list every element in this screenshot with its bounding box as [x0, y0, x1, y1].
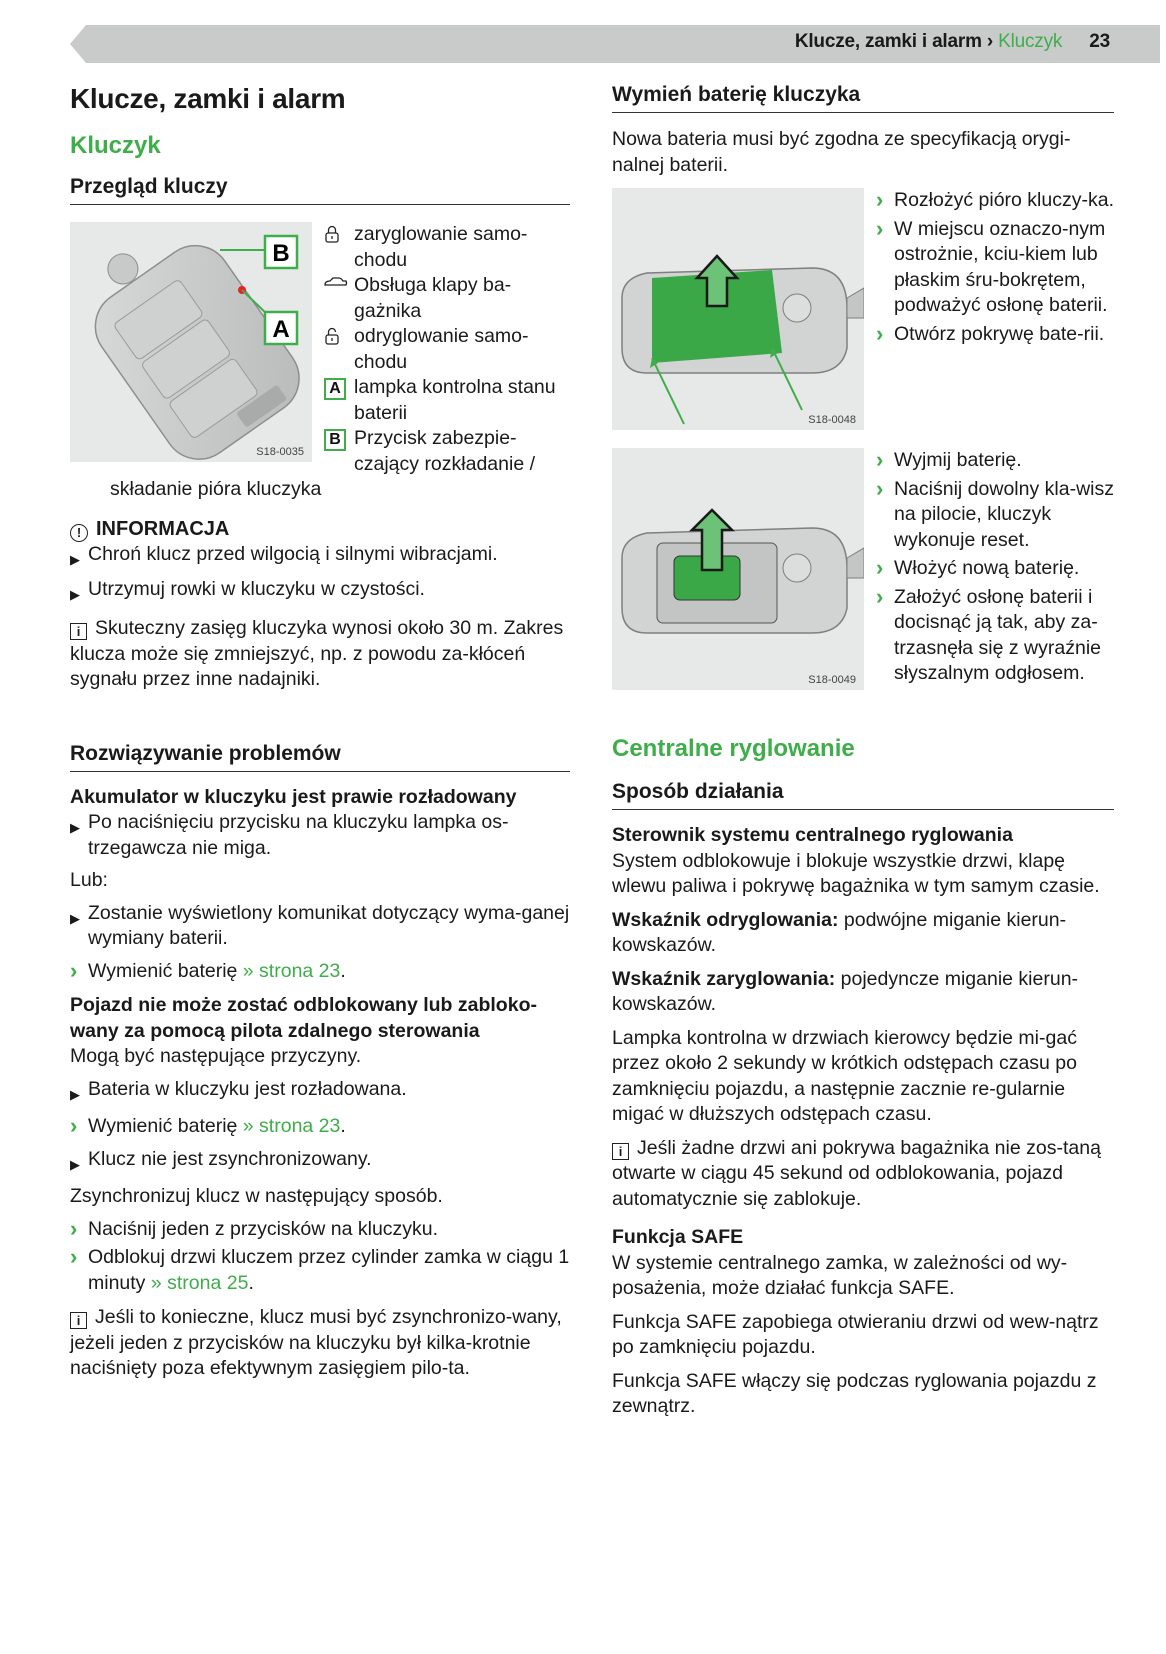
breadcrumb: [795, 31, 1110, 53]
battery-step: › Naciśnij dowolny kla-wisz na pilocie, kluczyk wykonuje reset.: [876, 475, 1114, 551]
sync-step: › Odblokuj drzwi kluczem przez cylinder zamka w ciągu 1 minuty » strona 25.: [70, 1244, 570, 1294]
key-overview-figure: [70, 222, 312, 462]
overview-heading: Przegląd kluczy: [70, 174, 570, 205]
lock-icon: [324, 222, 354, 243]
safe-title: Funkcja SAFE: [612, 1226, 744, 1248]
info-box: [70, 517, 570, 693]
battery-low-title: Akumulator w kluczyku jest prawie rozładowany: [70, 785, 517, 808]
how-it-works-heading: Sposób działania: [612, 779, 1114, 810]
legend-item-lock: zaryglowanie samo-chodu: [324, 222, 570, 273]
open-cover-illustration: [612, 188, 864, 430]
figure-code: S18-0035: [256, 446, 304, 458]
battery-removal-illustration: [612, 448, 864, 690]
legend-item-a: A lampka kontrolna stanu baterii: [324, 375, 570, 426]
unlock-indicator: Wskaźnik odryglowania: podwójne miganie kierun-kowskazów.: [612, 908, 1067, 956]
legend-item-b: B Przycisk zabezpie-czający rozkładanie /: [324, 426, 570, 477]
battery-steps-2: [876, 448, 1114, 690]
battery-step: › W miejscu oznaczo-nym ostrożnie, kciu-kiem lub płaskim śru-bokrętem, podważyć osłonę baterii.: [876, 215, 1108, 316]
legend-item-unlock: odryglowanie samo-chodu: [324, 324, 570, 375]
legend-continuation: składanie pióra kluczyka: [110, 478, 322, 500]
battery-cover-figure: [612, 188, 864, 430]
cause-item: ▶ Bateria w kluczyku jest rozładowana.: [70, 1077, 407, 1102]
page-link[interactable]: » strona 23: [242, 959, 341, 982]
battery-steps-1: [876, 188, 1114, 430]
breadcrumb-parent[interactable]: Klucze, zamki i alarm: [794, 31, 982, 52]
badge-b: B: [324, 429, 346, 451]
sync-step: › Naciśnij jeden z przycisków na kluczyku.: [70, 1215, 439, 1241]
page-number: 23: [1089, 31, 1110, 52]
sync-note: i Jeśli to konieczne, klucz musi być zsynchronizo-wany, jeżeli jeden z przycisków na kluczyku był kilka-krotnie naciśnięty poza efektywnym zasięgiem pilo-ta.: [70, 1306, 562, 1379]
page-link[interactable]: » strona 25: [150, 1271, 249, 1294]
badge-a: A: [324, 378, 346, 400]
or-label: Lub:: [70, 869, 108, 891]
battery-step: › Wyjmij baterię.: [876, 447, 1022, 472]
symptom-item: ▶ Zostanie wyświetlony komunikat dotyczący wyma-ganej wymiany baterii.: [70, 901, 570, 949]
battery-step: › Założyć osłonę baterii i docisnąć ją tak, aby za-trzasnęła się z wyraźnie słyszalnym odgłosem.: [876, 583, 1101, 684]
info-title: INFORMACJA: [96, 517, 230, 540]
symptom-item: ▶ Po naciśnięciu przycisku na kluczyku lampka os-trzegawcza nie miga.: [70, 811, 509, 859]
legend-item-trunk: Obsługa klapy ba-gażnika: [324, 273, 570, 324]
figure-code: S18-0049: [808, 674, 856, 686]
action-step: › Wymienić baterię » strona 23.: [70, 957, 346, 983]
key-legend: [324, 222, 570, 477]
battery-removal-figure: [612, 448, 864, 690]
troubleshooting-heading: Rozwiązywanie problemów: [70, 741, 570, 772]
key-fob-illustration: [70, 222, 312, 462]
info-box-icon: i: [70, 1312, 87, 1329]
info-box-icon: i: [70, 623, 87, 640]
battery-intro: Nowa bateria musi być zgodna ze specyfikacją orygi-nalnej baterii.: [612, 128, 1071, 176]
central-locking-body: Sterownik systemu centralnego ryglowania System odblokowuje i blokuje wszystkie drzwi, klapę wlewu paliwa i pokrywę bagażnika w tym samym czasie. Wskaźnik odryglowania: podwójne miganie kierun-kowskazów. Wskaźnik zaryglowania: pojedyncze miganie kierun-kowskazów. Lampka kontrolna w drzwiach kierowcy będzie mi-gać przez około 2 sekundy w krótkich odstępach czasu po zamknięciu pojazdu, a następnie zacznie re-gularnie migać w dłuższych odstępach czasu. i Jeśli żadne drzwi ani pokrywa bagażnika nie zos-taną otwarte w ciągu 45 sekund od odblokowania, pojazd automatycznie się zablokuje. Funkcja SAFE W systemie centralnego zamka, w zależności od wy-posażenia, może działać funkcja SAFE. Funkcja SAFE zapobiega otwieraniu drzwi od wew-nątrz po zamknięciu pojazdu. Funkcja SAFE włączy się podczas ryglowania pojazdu z zewnątrz.: [612, 823, 1114, 1420]
troubleshooting-body: Akumulator w kluczyku jest prawie rozładowany ▶ Po naciśnięciu przycisku na kluczyku lampka os-trzegawcza nie miga. Lub: ▶ Zostanie wyświetlony komunikat dotyczący wyma-ganej wymiany baterii. › Wymienić baterię » strona 23. Pojazd nie może zostać odblokowany lub zabloko-wany za pomocą pilota zdalnego sterowania Mogą być następujące przyczyny. ▶ Bateria w kluczyku jest rozładowana. › Wymienić baterię » strona 23. ▶ Klucz nie jest zsynchronizowany. Zsynchronizuj klucz w następujący sposób. › Naciśnij jeden z przycisków na kluczyku. › Odblokuj drzwi kluczem przez cylinder zamka w ciągu 1 minuty » strona 25. i Jeśli to konieczne, klucz musi być zsynchronizo-wany, jeżeli jeden z przycisków na kluczyku był kilka-krotnie naciśnięty poza efektywnym zasięgiem pilo-ta.: [70, 785, 570, 1382]
breadcrumb-separator: ›: [986, 31, 994, 52]
central-locking-title: Centralne ryglowanie: [612, 735, 855, 762]
action-step: › Wymienić baterię » strona 23.: [70, 1113, 346, 1138]
callout-b: B: [272, 240, 290, 267]
exclamation-circle-icon: !: [70, 524, 88, 542]
figure-code: S18-0048: [808, 414, 856, 426]
battery-step: › Otwórz pokrywę bate-rii.: [876, 320, 1105, 346]
info-item: ▶ Utrzymuj rowki w kluczyku w czystości.: [70, 577, 425, 602]
lock-indicator: Wskaźnik zaryglowania: pojedyncze miganie kierun-kowskazów.: [612, 967, 1079, 1015]
auto-lock-note: i Jeśli żadne drzwi ani pokrywa bagażnika nie zos-taną otwarte w ciągu 45 sekund od odblokowania, pojazd automatycznie się zablokuje.: [612, 1136, 1101, 1210]
info-item: ▶ Chroń klucz przed wilgocią i silnymi wibracjami.: [70, 543, 498, 567]
cause-item: ▶ Klucz nie jest zsynchronizowany.: [70, 1147, 372, 1172]
range-note: i Skuteczny zasięg kluczyka wynosi około 30 m. Zakres klucza może się zmniejszyć, np. z powodu za-kłóceń sygnału przez inne nadajniki.: [70, 617, 564, 690]
unlock-icon: [324, 324, 354, 345]
right-column: [612, 80, 1114, 1420]
info-box-icon: i: [612, 1143, 629, 1160]
battery-step: › Rozłożyć pióro kluczy-ka.: [876, 187, 1114, 212]
callout-a: A: [272, 316, 290, 343]
breadcrumb-current[interactable]: Kluczyk: [998, 31, 1063, 52]
left-column: [70, 80, 570, 1382]
cannot-unlock-title: Pojazd nie może zostać odblokowany lub zabloko-wany za pomocą pilota zdalnego sterowania: [70, 994, 537, 1042]
page-link[interactable]: » strona 23: [242, 1115, 341, 1137]
section-title-kluczyk: Kluczyk: [70, 132, 161, 159]
car-trunk-icon: [324, 273, 354, 290]
chapter-title: Klucze, zamki i alarm: [70, 83, 346, 114]
battery-step: › Włożyć nową baterię.: [876, 555, 1080, 580]
battery-heading: Wymień baterię kluczyka: [612, 82, 1114, 113]
